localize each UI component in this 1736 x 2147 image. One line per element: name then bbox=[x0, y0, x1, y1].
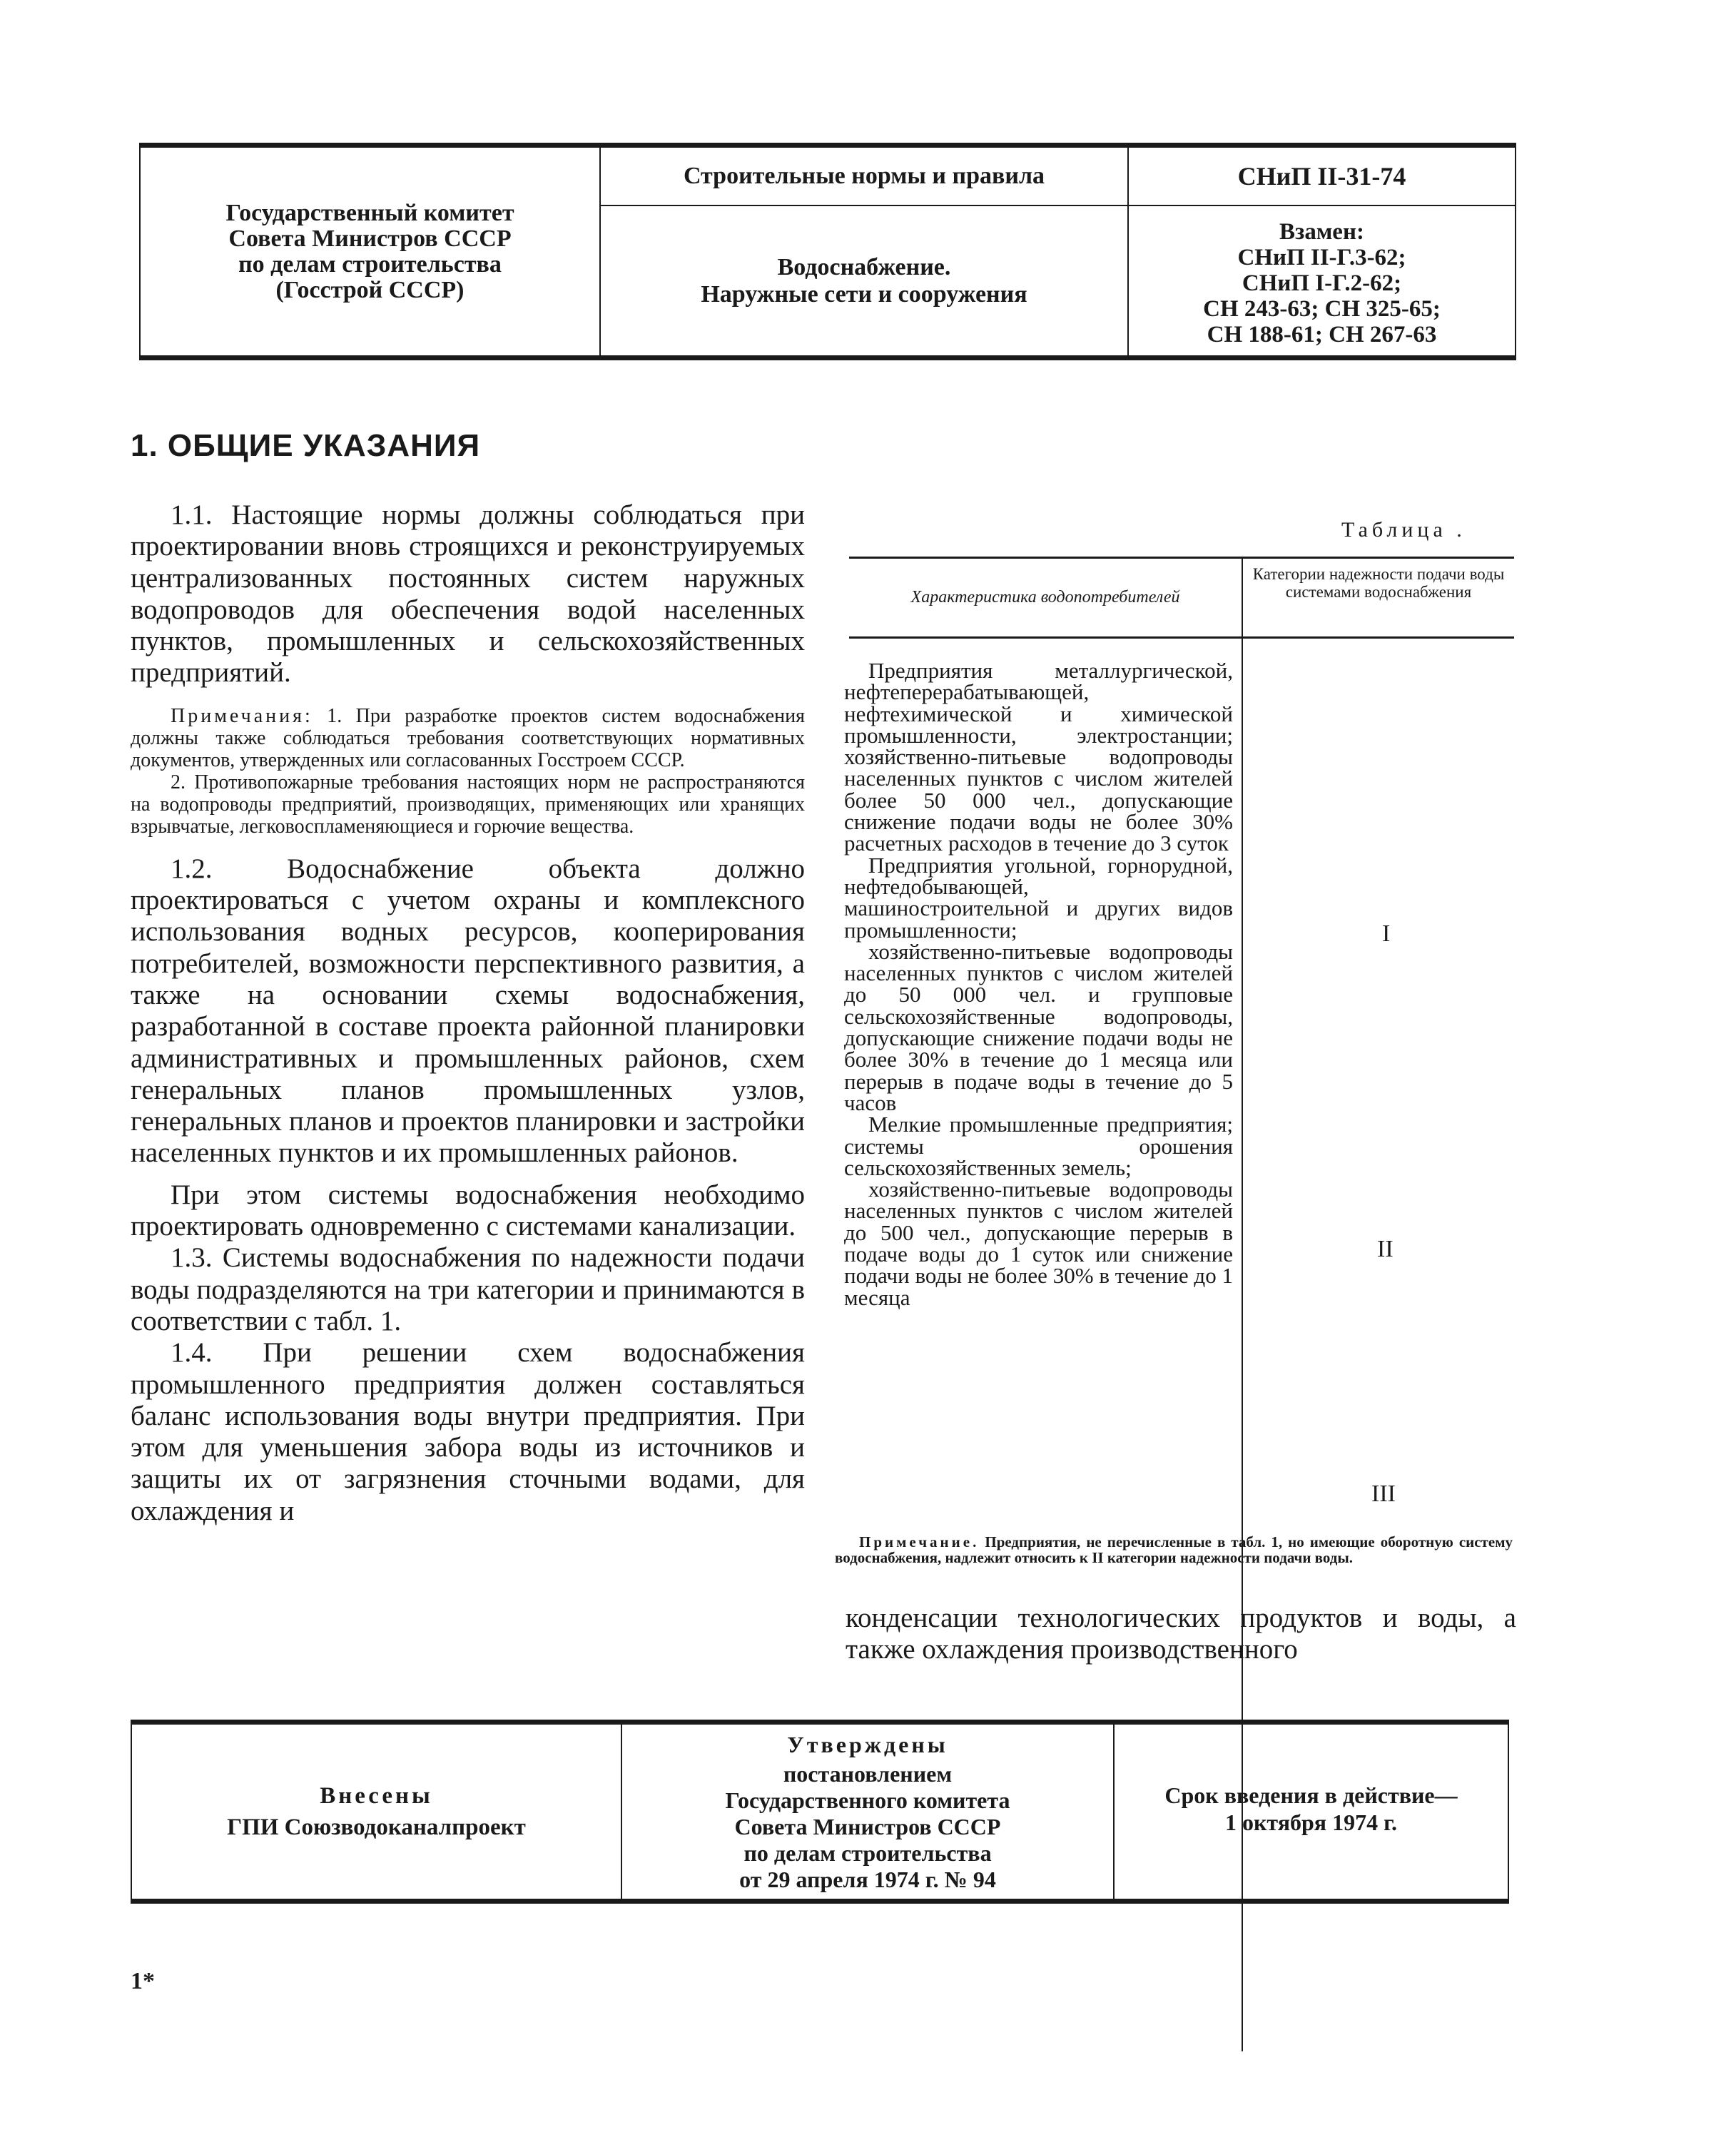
doc-title-line: Наружные сети и сооружения bbox=[701, 280, 1027, 308]
effective-date-cell bbox=[1115, 1782, 1508, 1836]
replaces-label: Взамен: bbox=[1279, 219, 1364, 245]
paragraph-1-2: 1.2. Водоснабжение объекта должно проектироваться с учетом охраны и комплексного использования водных ресурсов, кооперирования потребителей, возможности перспективного развития, а также на основании схемы водоснабжения, разработанной в составе проекта районной планировки административных и промышленных районов, схем генеральных планов промышленных узлов, генеральных планов и проектов планировки и застройки населенных пунктов и их промышленных районов. bbox=[131, 853, 805, 1169]
category-label: III bbox=[1371, 1481, 1396, 1507]
approved-line: Совета Министров СССР bbox=[734, 1814, 1001, 1839]
table-cell: хозяйственно-питьевые водопроводы населенных пунктов с числом жителей до 500 чел., допускающие перерыв в подаче воды до 1 суток или снижение подачи воды не более 30% в течение до 1 месяца bbox=[844, 1177, 1233, 1310]
effective-line: Срок введения в действие— bbox=[1164, 1782, 1458, 1808]
approved-line: Государственного комитета bbox=[725, 1787, 1010, 1813]
replaces-item: СНиП I-Г.2-62; bbox=[1242, 270, 1402, 296]
introduced-cell bbox=[132, 1725, 621, 1899]
category-label: I bbox=[1382, 920, 1391, 947]
table-cell: Предприятия металлургической, нефтеперерабатывающей, нефтехимической и химической промышленности, электростанции; хозяйственно-питьевые водопроводы населенных пунктов с числом жителей более 50 000 чел., допускающие снижение подачи воды не более 30% расчетных расходов в течение до 3 суток bbox=[844, 658, 1233, 856]
table-cell: хозяйственно-питьевые водопроводы населенных пунктов с числом жителей до 50 000 чел. и групповые сельскохозяйственные водопроводы, допускающие снижение подачи воды не более 30% в течение до 1 месяца или перерыв в подаче воды в течение до 5 часов bbox=[844, 938, 1233, 1115]
document-header bbox=[139, 143, 1516, 360]
doc-kind: Строительные нормы и правила bbox=[683, 163, 1045, 189]
note-2: 2. Противопожарные требования настоящих норм не распространяются на водопроводы предприятий, производящих, применяющих или хранящих взрывчатые, легковоспламеняющиеся и горючие вещества. bbox=[131, 771, 805, 838]
table-header-consumers: Характеристика водопотребителей bbox=[910, 588, 1180, 606]
paragraph-1-4: 1.4. При решении схем водоснабжения промышленного предприятия должен составляться баланс использования воды внутри предприятия. При этом для уменьшения забора воды из источников и защиты их от загрязнения сточными водами, для охлаждения и bbox=[131, 1337, 805, 1526]
table-note bbox=[835, 1534, 1513, 1565]
replaces-item: СН 188-61; СН 267-63 bbox=[1207, 322, 1437, 347]
note-1 bbox=[131, 705, 805, 771]
introduced-by: ГПИ Союзводоканалпроект bbox=[227, 1814, 526, 1840]
right-column-continuation: конденсации технологических продуктов и воды, а также охлаждения производственного bbox=[846, 1603, 1516, 1665]
approved-line: от 29 апреля 1974 г. № 94 bbox=[739, 1867, 996, 1892]
paragraph-1-3: 1.3. Системы водоснабжения по надежности подачи воды подразделяются на три категории и принимаются в соответствии с табл. 1. bbox=[131, 1242, 805, 1336]
table-cell: Мелкие промышленные предприятия; системы орошения сельскохозяйственных земель; bbox=[844, 1112, 1233, 1180]
table-note-text: Предприятия, не перечисленные в табл. 1, но имеющие оборотную систему водоснабжения, надлежит относить к II категории надежности подачи воды. bbox=[835, 1533, 1513, 1566]
table-body bbox=[844, 660, 1233, 1309]
approved-line: по делам строительства bbox=[743, 1840, 992, 1866]
effective-line: 1 октября 1974 г. bbox=[1224, 1810, 1398, 1835]
notes-label: Примечания: bbox=[171, 704, 313, 727]
agency-cell bbox=[141, 148, 599, 355]
paragraph-1-2-continued: При этом системы водоснабжения необходимо проектировать одновременно с системами канализации. bbox=[131, 1179, 805, 1242]
paragraph-1-1: 1.1. Настоящие нормы должны соблюдаться при проектировании вновь строящихся и реконструируемых централизованных постоянных систем наружных водопроводов для обеспечения водой населенных пунктов, промышленных и сельскохозяйственных предприятий. bbox=[131, 499, 805, 689]
agency-line: Совета Министров СССР bbox=[228, 225, 512, 252]
page-number: 1* bbox=[131, 1968, 155, 1994]
doc-code: СНиП II-31-74 bbox=[1237, 162, 1406, 191]
doc-title-line: Водоснабжение. bbox=[777, 253, 951, 280]
replaces-block bbox=[1129, 219, 1515, 355]
approved-cell bbox=[622, 1732, 1113, 1899]
agency-line: (Госстрой СССР) bbox=[275, 276, 465, 303]
replaces-item: СН 243-63; СН 325-65; bbox=[1203, 296, 1441, 322]
approved-label: Утверждены bbox=[787, 1732, 948, 1757]
introduced-label: Внесены bbox=[320, 1783, 433, 1809]
table-cell: Предприятия угольной, горнорудной, нефтедобывающей, машиностроительной и других видов промышленности; bbox=[844, 852, 1233, 943]
approved-line: постановлением bbox=[783, 1761, 953, 1787]
category-label: II bbox=[1377, 1236, 1394, 1262]
left-column bbox=[131, 499, 805, 1527]
replaces-item: СНиП II-Г.3-62; bbox=[1237, 245, 1406, 270]
document-footer bbox=[131, 1720, 1509, 1904]
agency-line: по делам строительства bbox=[238, 250, 502, 278]
table-note-label: Примечание. bbox=[859, 1533, 980, 1550]
section-title: 1. ОБЩИЕ УКАЗАНИЯ bbox=[131, 428, 481, 463]
note-1-text: 1. При разработке проектов систем водоснабжения должны также соблюдаться требования соответствующих нормативных документов, утвержденных или согласованных Госстроем СССР. bbox=[131, 704, 805, 771]
table-rule bbox=[849, 636, 1514, 639]
table-header-categories: Категории надежности подачи воды системами водоснабжения bbox=[1252, 565, 1505, 601]
agency-line: Государственный комитет bbox=[225, 199, 514, 226]
table-caption: Таблица . bbox=[1341, 518, 1466, 542]
doc-title bbox=[601, 206, 1127, 355]
